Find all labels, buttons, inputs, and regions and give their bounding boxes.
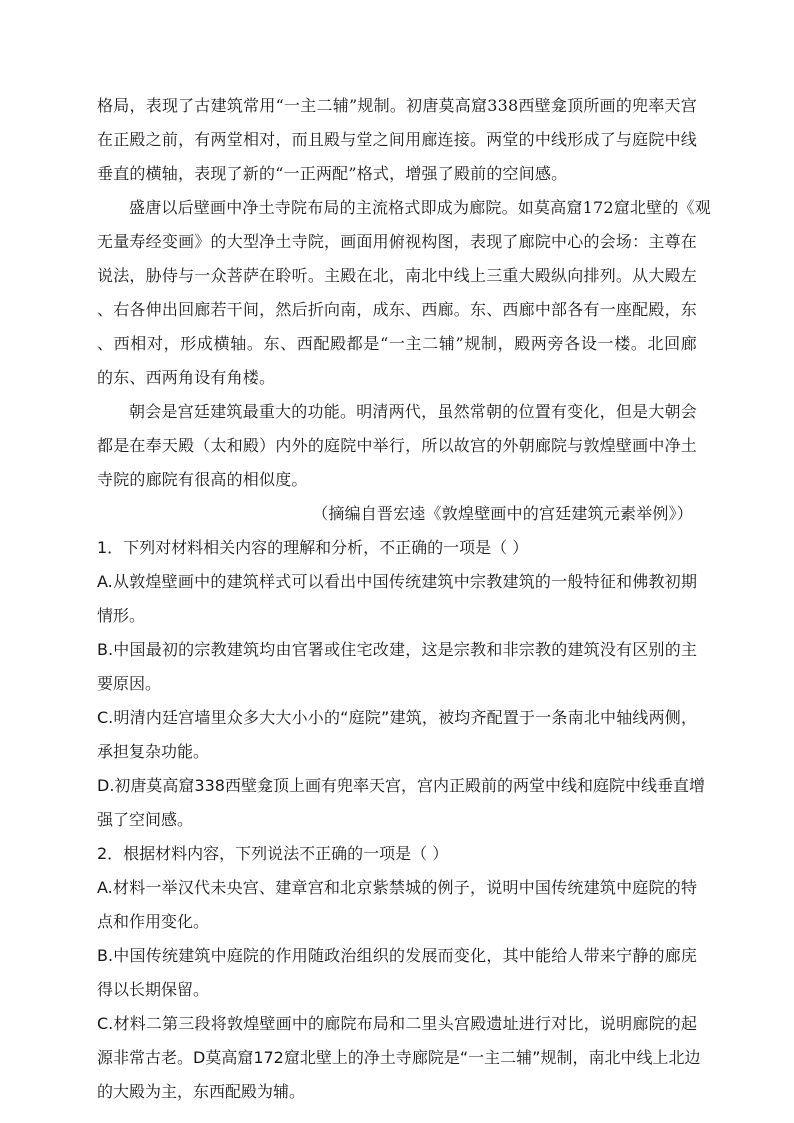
question-1 [97, 531, 705, 837]
text-line: 说法，胁侍与一众菩萨在聆听。主殿在北，南北中线上三重大殿纵向排列。从大殿左 [97, 266, 697, 285]
document-content [97, 89, 711, 1109]
text-line: 寺院的廊院有很高的相似度。 [97, 470, 308, 489]
question-stem: 1．下列对材料相关内容的理解和分析，不正确的一项是（ ） [97, 538, 529, 557]
text-line: 盛唐以后壁画中净土寺院布局的主流格式即成为廊院。如莫高窟172窟北壁的《观 [129, 198, 711, 217]
text-line: 格局，表现了古建筑常用“一主二辅”规制。初唐莫高窟338西壁龛顶所画的兜率天宫 [97, 96, 697, 115]
option-d-line: 的大殿为主，东西配殿为辅。 [97, 1082, 306, 1101]
text-line: 的东、西两角设有角楼。 [97, 368, 276, 387]
paragraph-1 [97, 89, 697, 191]
question-2 [97, 837, 701, 1109]
text-line: 在正殿之前，有两堂相对，而且殿与堂之间用廊连接。两堂的中线形成了与庭院中线 [97, 130, 697, 149]
source-citation: （摘编自晋宏逵《敦煌壁画中的宫廷建筑元素举例》） [312, 504, 693, 523]
option-d-line: D.初唐莫高窟338西壁龛顶上画有兜率天宫，宫内正殿前的两堂中线和庭院中线垂直增 [97, 776, 705, 795]
text-line: 、西相对，形成横轴。东、西配殿都是“一主二辅”规制，殿两旁各设一楼。北回廊 [97, 334, 697, 353]
option-a-line: A.从敦煌壁画中的建筑样式可以看出中国传统建筑中宗教建筑的一般特征和佛教初期 [97, 572, 697, 591]
text-line: 垂直的横轴，表现了新的“一正两配”格式，增强了殿前的空间感。 [97, 164, 568, 183]
option-b-line: 得以长期保留。 [97, 980, 210, 999]
option-b-line: 要原因。 [97, 674, 162, 693]
option-a-line: 点和作用变化。 [97, 912, 210, 931]
paragraph-2 [97, 191, 711, 395]
option-c-line: 承担复杂功能。 [97, 742, 210, 761]
paragraph-3 [97, 395, 697, 497]
option-b-line: B.中国最初的宗教建筑均由官署或住宅改建，这是宗教和非宗教的建筑没有区别的主 [97, 640, 697, 659]
option-c-line: 源非常古老。D莫高窟172窟北壁上的净土寺廊院是“一主二辅”规制，南北中线上北边 [97, 1048, 701, 1067]
text-line: 、右各伸出回廊若干间，然后折向南，成东、西廊。东、西廊中部各有一座配殿，东 [97, 300, 697, 319]
option-c-line: C.明清内廷宫墙里众多大大小小的“庭院”建筑，被均齐配置于一条南北中轴线两侧， [97, 708, 697, 727]
option-b-line: B.中国传统建筑中庭院的作用随政治组织的发展而变化，其中能给人带来宁静的廊庑 [97, 946, 697, 965]
passage [97, 89, 711, 531]
text-line: 朝会是宫廷建筑最重大的功能。明清两代，虽然常朝的位置有变化，但是大朝会 [129, 402, 697, 421]
option-a-line: A.材料一举汉代未央宫、建章宫和北京紫禁城的例子，说明中国传统建筑中庭院的特 [97, 878, 697, 897]
text-line: 无量寿经变画》的大型净土寺院，画面用俯视构图，表现了廊院中心的会场：主尊在 [97, 232, 697, 251]
option-d-line: 强了空间感。 [97, 810, 194, 829]
text-line: 都是在奉天殿（太和殿）内外的庭院中举行，所以故宫的外朝廊院与敦煌壁画中净土 [97, 436, 697, 455]
question-stem: 2．根据材料内容，下列说法不正确的一项是（ ） [97, 844, 449, 863]
option-a-line: 情形。 [97, 606, 146, 625]
option-c-line: C.材料二第三段将敦煌壁画中的廊院布局和二里头宫殿遗址进行对比，说明廊院的起 [97, 1014, 697, 1033]
